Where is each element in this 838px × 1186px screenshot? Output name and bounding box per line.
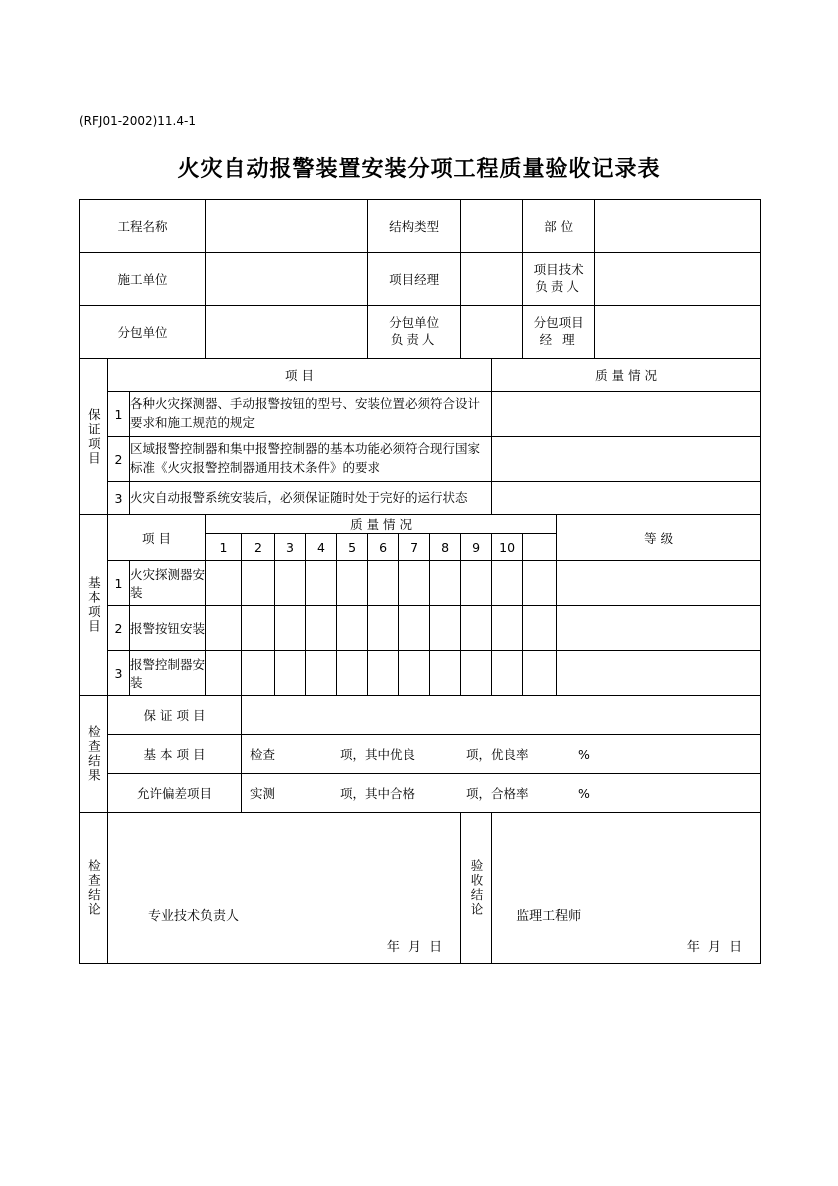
guarantee-col-quality: 质 量 情 况 [492,359,761,392]
basic-row-text: 火灾探测器安装 [130,561,206,606]
basic-cell-6[interactable] [368,606,399,651]
section-label-result-text: 检查结果 [86,725,102,783]
result-tolerance-rate-label: 项，合格率 [465,786,529,801]
result-basic-check-label: 检查 [250,747,276,762]
input-project-name[interactable] [206,200,368,253]
conclusion-middle-label [461,813,492,964]
basic-row-no: 1 [108,561,130,606]
basic-row-3 [80,651,761,696]
basic-row-text: 报警按钮安装 [130,606,206,651]
basic-cell-7[interactable] [399,561,430,606]
basic-cell-extra[interactable] [523,561,557,606]
header-row-subcontractor [80,306,761,359]
basic-cell-9[interactable] [461,606,492,651]
conclusion-row [80,813,761,964]
guarantee-row-quality[interactable] [492,437,761,482]
conclusion-right-block[interactable] [492,813,761,964]
guarantee-row-2 [80,437,761,482]
basic-cell-7[interactable] [399,606,430,651]
basic-cell-10[interactable] [492,561,523,606]
guarantee-row-text [130,437,492,482]
label-subcontract-lead [368,306,461,359]
signature-supervisor: 监理工程师 [516,909,582,924]
guarantee-row-text-line1: 区域报警控制器和集中报警控制器的基本功能必须符合现行国家 [130,441,481,457]
label-technical-lead [523,253,595,306]
guarantee-col-item: 项 目 [108,359,492,392]
guarantee-row-no: 3 [108,482,130,515]
basic-cell-2[interactable] [242,606,275,651]
basic-quality-num: 8 [430,534,461,561]
result-basic-percent: % [577,747,590,762]
basic-header-row [80,515,761,534]
header-row-project [80,200,761,253]
basic-quality-num: 6 [368,534,399,561]
result-basic-rate-label: 项，优良率 [465,747,529,762]
result-tolerance-measured-label: 实测 [250,786,276,801]
basic-cell-1[interactable] [206,651,242,696]
basic-cell-4[interactable] [306,561,337,606]
label-construction-unit: 施工单位 [80,253,206,306]
basic-col-item: 项 目 [108,515,206,561]
input-subcontract-unit[interactable] [206,306,368,359]
result-tolerance-qualified-label: 项，其中合格 [340,786,416,801]
section-label-guarantee [80,359,108,515]
result-row-guarantee [80,696,761,735]
basic-row-text: 报警控制器安装 [130,651,206,696]
guarantee-row-text-line1: 各种火灾探测器、手动报警按钮的型号、安装位置必须符合设计 [130,396,481,412]
guarantee-row-1 [80,392,761,437]
header-row-contractor [80,253,761,306]
document-code: (RFJ01-2002)11.4-1 [79,114,196,128]
basic-quality-num: 7 [399,534,430,561]
label-subcontract-manager-line1: 分包项目 [533,315,584,331]
input-project-manager[interactable] [461,253,523,306]
basic-cell-5[interactable] [337,606,368,651]
basic-quality-num: 1 [206,534,242,561]
guarantee-row-text-line2: 要求和施工规范的规定 [130,415,256,430]
basic-col-grade: 等 级 [557,515,761,561]
input-subcontract-lead[interactable] [461,306,523,359]
quality-acceptance-form [79,199,761,964]
basic-cell-4[interactable] [306,651,337,696]
guarantee-row-text-line2: 标准《火灾报警控制器通用技术条件》的要求 [130,460,381,475]
label-subcontract-unit: 分包单位 [80,306,206,359]
basic-row-grade[interactable] [557,561,761,606]
basic-quality-num-extra [523,534,557,561]
result-label-tolerance: 允许偏差项目 [108,774,242,813]
guarantee-header-row [80,359,761,392]
label-technical-lead-line1: 项目技术 [533,262,584,278]
basic-cell-8[interactable] [430,561,461,606]
basic-quality-num: 4 [306,534,337,561]
label-location: 部 位 [523,200,595,253]
basic-cell-8[interactable] [430,606,461,651]
section-label-result [80,696,108,813]
guarantee-row-no: 1 [108,392,130,437]
result-basic-excellent-label: 项，其中优良 [340,747,416,762]
label-subcontract-lead-line2: 负责人 [390,332,438,347]
result-tolerance-percent: % [577,786,590,801]
guarantee-row-3 [80,482,761,515]
basic-quality-num: 10 [492,534,523,561]
date-technical-lead: 年 月 日 [386,940,445,955]
basic-row-1 [80,561,761,606]
guarantee-row-quality[interactable] [492,392,761,437]
basic-cell-10[interactable] [492,651,523,696]
label-structure-type: 结构类型 [368,200,461,253]
basic-cell-3[interactable] [275,606,306,651]
section-label-conclusion-text: 检查结论 [86,859,102,917]
basic-col-quality: 质 量 情 况 [206,515,557,534]
basic-cell-5[interactable] [337,651,368,696]
result-row-basic [80,735,761,774]
basic-quality-num: 3 [275,534,306,561]
basic-cell-2[interactable] [242,561,275,606]
section-label-guarantee-text: 保证项目 [86,407,102,466]
guarantee-row-quality[interactable] [492,482,761,515]
basic-cell-2[interactable] [242,651,275,696]
basic-cell-1[interactable] [206,606,242,651]
basic-cell-extra[interactable] [523,651,557,696]
basic-quality-num: 5 [337,534,368,561]
section-label-basic-text: 基本项目 [86,576,102,634]
label-project-manager: 项目经理 [368,253,461,306]
basic-row-2 [80,606,761,651]
basic-cell-10[interactable] [492,606,523,651]
guarantee-row-text [130,392,492,437]
result-value-basic[interactable] [242,735,761,774]
basic-cell-6[interactable] [368,651,399,696]
section-label-conclusion [80,813,108,964]
basic-cell-8[interactable] [430,651,461,696]
section-label-basic [80,515,108,696]
result-label-guarantee: 保 证 项 目 [108,696,242,735]
conclusion-left-block[interactable] [108,813,461,964]
result-row-tolerance [80,774,761,813]
result-value-guarantee[interactable] [242,696,761,735]
label-subcontract-lead-line1: 分包单位 [389,315,440,331]
basic-cell-1[interactable] [206,561,242,606]
basic-cell-9[interactable] [461,561,492,606]
label-subcontract-manager-line2: 经 理 [539,332,578,347]
basic-cell-3[interactable] [275,651,306,696]
label-subcontract-manager [523,306,595,359]
basic-cell-9[interactable] [461,651,492,696]
basic-cell-7[interactable] [399,651,430,696]
basic-row-grade[interactable] [557,606,761,651]
input-construction-unit[interactable] [206,253,368,306]
basic-cell-3[interactable] [275,561,306,606]
input-structure-type[interactable] [461,200,523,253]
input-location[interactable] [595,200,761,253]
basic-quality-num: 2 [242,534,275,561]
basic-row-no: 2 [108,606,130,651]
conclusion-middle-label-text: 验收结论 [468,859,484,917]
guarantee-row-text: 火灾自动报警系统安装后，必须保证随时处于完好的运行状态 [130,482,492,515]
input-technical-lead[interactable] [595,253,761,306]
basic-row-no: 3 [108,651,130,696]
label-technical-lead-line2: 负责人 [535,279,582,294]
basic-row-grade[interactable] [557,651,761,696]
date-supervisor: 年 月 日 [686,940,745,955]
basic-cell-5[interactable] [337,561,368,606]
result-label-basic: 基 本 项 目 [108,735,242,774]
input-subcontract-manager[interactable] [595,306,761,359]
result-value-tolerance[interactable] [242,774,761,813]
label-project-name: 工程名称 [80,200,206,253]
basic-cell-extra[interactable] [523,606,557,651]
basic-quality-num: 9 [461,534,492,561]
signature-technical-lead: 专业技术负责人 [148,909,240,924]
basic-cell-6[interactable] [368,561,399,606]
basic-cell-4[interactable] [306,606,337,651]
page-title: 火灾自动报警装置安装分项工程质量验收记录表 [177,157,661,182]
guarantee-row-no: 2 [108,437,130,482]
